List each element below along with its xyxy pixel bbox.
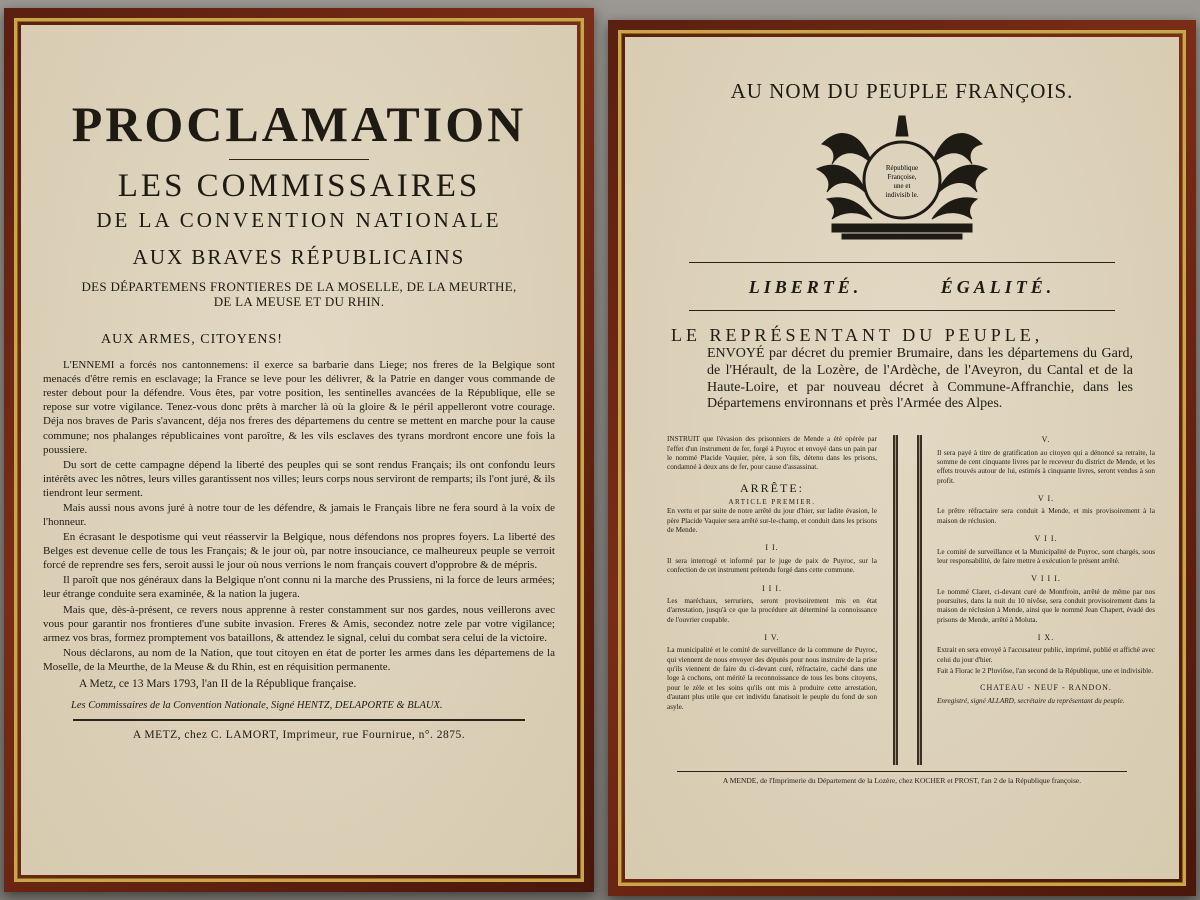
departements-heading [43,280,555,310]
representative-heading: LE REPRÉSENTANT DU PEUPLE, [671,325,1044,345]
motto-liberte: LIBERTÉ. [748,277,863,297]
article-4-text: La municipalité et le comité de surveillance de la commune de Puyroc, qui viennent de nous envoyer des députés pour nous instruire de la prise qu'ils viennent de faire du ci-devant curé, réfractaire, caché dans une loge à cochons, ont mérité la reconnoissance de tous les bons citoyens, pour le zèle et les soins qu'ils ont mis à produire cette arrestation, d'autant plus utile que cet individu fanatisoit le peuple du fond de son asyle. [667,646,877,711]
proclamation-date: A Metz, ce 13 Mars 1793, l'an II de la République française. [79,677,357,690]
article-9-text: Extrait en sera envoyé à l'accusateur public, imprimé, publié et affiché avec celui du jour d'hier. [937,646,1155,664]
emblem-text-1: République [885,164,919,172]
right-gilt-border [618,30,1186,886]
article-5-text: Il sera payé à titre de gratification au citoyen qui a dénoncé sa retraite, la somme de cent cinquante livres par le receveur du district de Mende, et les effets trouvés autour de lui, estimés à cinquante livres, seront vendus à son profit. [937,448,1155,485]
convention-heading: DE LA CONVENTION NATIONALE [96,208,502,233]
article-6-number: V I. [1037,494,1055,504]
chateau-signature: CHATEAU - NEUF - RANDON. [980,682,1112,692]
republic-emblem-icon [802,114,1002,244]
left-gilt-border [14,18,584,882]
motto-rule-top [689,262,1115,263]
printer-imprint: A METZ, chez C. LAMORT, Imprimeur, rue Fournirue, n°. 2875. [132,728,466,741]
paragraph: En écrasant le despotisme qui veut réasservir la Belgique, nous défendons nos propres foyers. La liberté des Belges est devenue celle de tous les Français; & le jour où, par notre insouciance, ce malheureux peuple se verroit forcé de reprendre ses fers, seroit aussi le jour où nous verrions le nom français couvert d'opprobre & de mépris. [43,531,555,572]
article-5-number: V. [1041,435,1051,445]
footer-rule [73,719,525,721]
article-2-number: I I. [765,543,779,553]
peuple-heading: AU NOM DU PEUPLE FRANÇOIS. [730,79,1074,103]
call-to-arms: AUX ARMES, CITOYENS! [101,332,283,348]
proclamation-body [43,358,555,674]
paragraph: Nous déclarons, au nom de la Nation, que tout citoyen en état de porter les armes dans les départemens de la Moselle, de la Meurthe, de la Meuse & du Rhin, est en réquisition permanente. [43,646,555,673]
articles-column-right [937,435,1155,708]
departements-line-1: DES DÉPARTEMENS FRONTIERES DE LA MOSELLE, DE LA MEURTHE, [81,279,517,295]
motto-rule-bottom [689,310,1115,311]
articles-column-left [667,435,877,714]
paragraph: Mais que, dès-à-présent, ce revers nous apprenne à rester constamment sur nos gardes, nous veillerons avec vous pour garantir nos frontieres d'une subite invasion. Freres & Amis, secondez notre zele par votre vigilance; armez vos bras, formez promptement vos bataillons, & attendez le signal, celui du combat sera celui de la victoire. [43,603,555,644]
left-frame [4,8,594,892]
article-2-text: Il sera interrogé et informé par le juge de paix de Puyroc, sur la confection de cet instrument prétendu forgé dans cette commune. [667,556,877,575]
article-7-text: Le comité de surveillance et la Municipalité de Puyroc, sont chargés, sous leur responsabilité, de faire mettre à exécution le présent arrêté. [937,547,1155,565]
article-6-text: Le prêtre réfractaire sera conduit à Mende, et mis provisoirement à la maison de réclusion. [937,507,1155,525]
right-frame [608,20,1196,896]
title-rule [229,159,369,160]
articles-columns [647,435,1157,765]
arrete-heading: ARRÊTE: [740,480,804,495]
motto [647,277,1157,298]
paragraph: L'ENNEMI a forcés nos cantonnemens: il exerce sa barbarie dans Liege; nos freres de la Belgique sont menacés d'être remis en esclavage; la France se leve pour les délivrer, & la Patrie en danger vous commande de rester debout pour la défendre. Vous êtes, par votre position, les sentinelles avancées de la République, elle se repose sur votre vigilance. Tenez-vous donc prêts à marcher là où la gloire & le péril appelleront votre courage. Déja nos braves de Paris s'avancent, déja nos freres des départemens du centre se mettent en marche pour la cause commune; nos phalanges républicaines vont paroître, & les vils esclaves des tyrans mordront encore une fois la poussiere. [43,359,555,456]
paragraph: Du sort de cette campagne dépend la liberté des peuples qui se sont rendus Français; ils ont confondu leurs intérêts avec les nôtres, leurs villes garantissent nos villes; leurs corps nous serviront de remparts; ils l'ont juré, & ils tiendront leur serment. [43,458,555,499]
paragraph: Mais aussi nous avons juré à notre tour de les défendre, & jamais le Français libre ne fera sourd à la voix de l'honneur. [43,501,555,529]
departements-line-2: DE LA MEUSE ET DU RHIN. [213,294,385,310]
proclamation-title: PROCLAMATION [71,96,527,152]
article-3-text: Les maréchaux, serruriers, seront provisoirement mis en état d'arrestation, jusqu'à ce que la procédure ait déterminé la connoissance de l'ouvrier coupable. [667,596,877,624]
article-8-text: Le nommé Claret, ci-devant curé de Montfroin, arrêté de même par nos poursuites, dans la nuit du 10 nivôse, sera conduit provisoirement dans la maison de réclusion à Mende, ainsi que le nommé Jean Chapert, évadé des prisons de Mende, arrêté à Moluta. [937,587,1155,624]
commissaires-heading: LES COMMISSAIRES [117,168,481,204]
article-premier-heading: ARTICLE PREMIER. [728,498,816,507]
decree-text: ENVOYÉ par décret du premier Brumaire, dans les départemens du Gard, de l'Hérault, de la Lozère, de l'Ardèche, de l'Aveyron, du Cantal et de la Haute-Loire, et par nouveau décret à Commune-Affranchie, dans les Départemens environnans et près l'Armée des Alpes. [707,346,1133,412]
motto-egalite: ÉGALITÉ. [940,277,1056,297]
printer-imprint-right: A MENDE, de l'Imprimerie du Département de la Lozère, chez KOCHER et PROST, l'an 2 de la République françoise. [722,776,1082,786]
republicains-heading: AUX BRAVES RÉPUBLICAINS [132,245,466,270]
emblem-text-4: indivisib le. [885,191,919,199]
article-1-text: En vertu et par suite de notre arrêté du jour d'hier, sur ladite évasion, le père Placide Vaquier sera arrêté sur-le-champ, et conduit dans les prisons de Mende. [667,507,877,535]
article-3-number: I I I. [762,583,782,593]
article-8-number: V I I I. [1031,574,1061,584]
left-poster [21,25,577,875]
emblem-text-3: une et [893,182,911,190]
article-7-number: V I I. [1034,534,1058,544]
intro-text: INSTRUIT que l'évasion des prisonniers de Mende a été opérée par l'effet d'un instrument de fer, forgé à Puyroc et envoyé dans un pain par le nommé Placide Vaquier, père, à son fils, détenu dans les prisons, condamné à deux ans de fer, pour cause d'assassinat. [667,435,877,472]
article-9-number: I X. [1037,633,1055,643]
footer-rule-right [677,771,1127,772]
article-4-number: I V. [764,632,780,642]
registered-text: Enregistré, signé ALLARD, secrétaire du représentant du peuple. [937,696,1125,705]
signature-line: Les Commissaires de la Convention Nationale, Signé HENTZ, DELAPORTE & BLAUX. [71,699,443,711]
done-at-text: Fait à Florac le 2 Pluviôse, l'an second de la République, une et indivisible. [937,667,1154,676]
emblem-text-2: Françoise, [887,173,917,181]
right-poster [625,37,1179,879]
column-divider-bars [887,435,931,765]
paragraph: Il paroît que nos généraux dans la Belgique n'ont connu ni la marche des Prussiens, ni la force de leurs armées; leur étrange conduite sera examinée, & la nation la jugera. [43,574,555,601]
